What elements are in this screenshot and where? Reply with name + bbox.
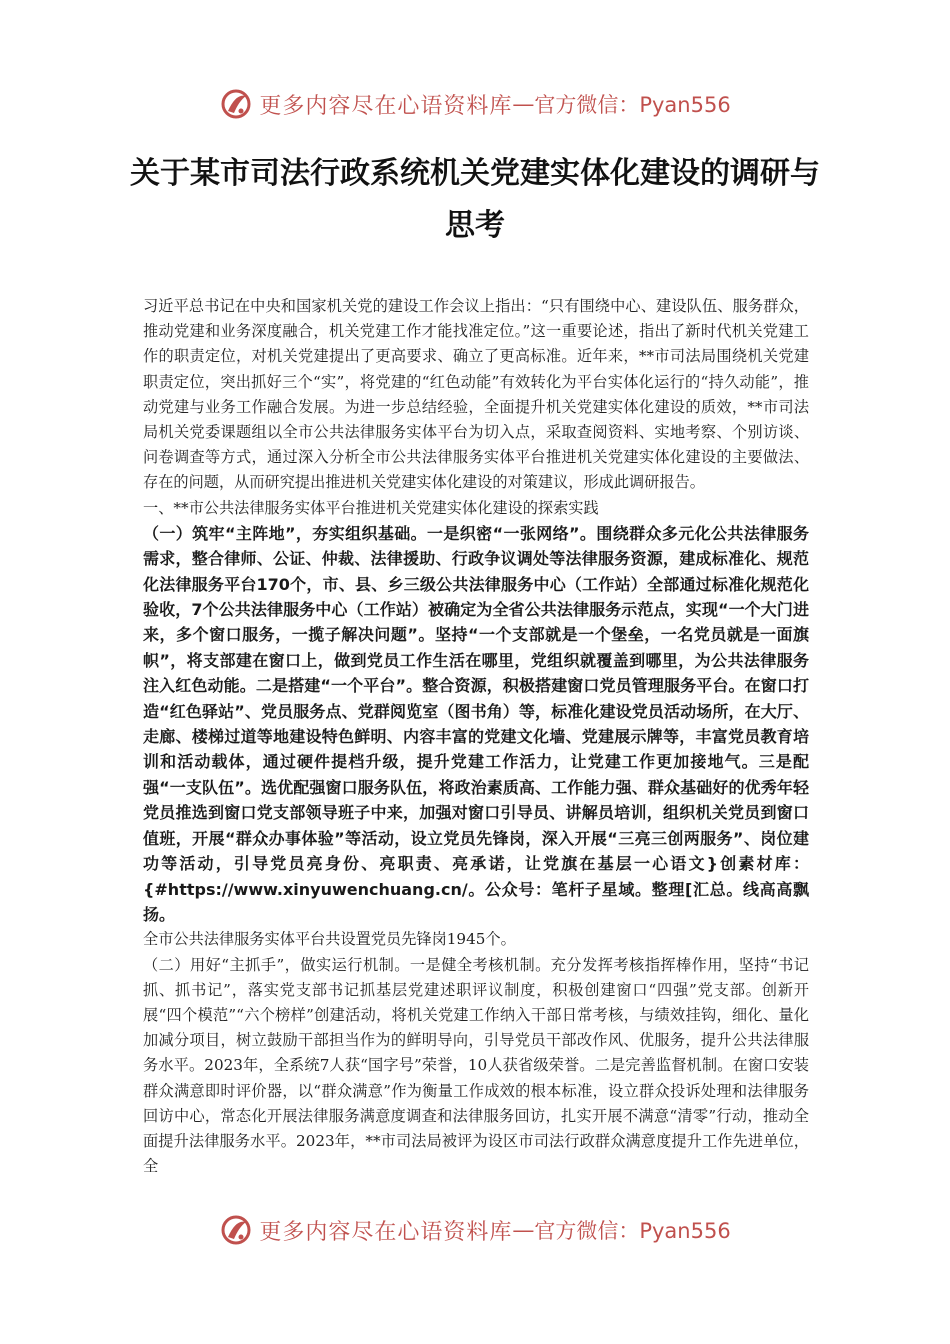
- watermark-wechat: 官方微信：Pyan556: [534, 93, 731, 117]
- part-two-paragraph: （二）用好“主抓手”，做实运行机制。一是健全考核机制。充分发挥考核指挥棒作用，坚持“书记抓、抓书记”，落实党支部书记抓基层党建述职评议制度，积极创建窗口“四强”党支部。创新开展“四个模范”“六个榜样”创建活动，将机关党建工作纳入干部日常考核，与绩效挂钩，细化、量化加减分项目，树立鼓励干部担当作为的鲜明导向，引导党员干部改作风、优服务，提升公共法律服务水平。2023年，全系统7人获“国字号”荣誉，10人获省级荣誉。二是完善监督机制。在窗口安装群众满意即时评价器，以“群众满意”作为衡量工作成效的根本标准，设立群众投诉处理和法律服务回访中心，常态化开展法律服务满意度调查和法律服务回访，扎实开展不满意“清零”行动，推动全面提升法律服务水平。2023年，**市司法局被评为设区市司法行政群众满意度提升工作先进单位，全: [143, 955, 809, 1176]
- intro-paragraph: 习近平总书记在中央和国家机关党的建设工作会议上指出：“只有围绕中心、建设队伍、服务群众，推动党建和业务深度融合，机关党建工作才能找准定位。”这一重要论述，指出了新时代机关党建工作的职责定位，对机关党建提出了更高要求、确立了更高标准。近年来，**市司法局围绕机关党建职责定位，突出抓好三个“实”，将党建的“红色动能”有效转化为平台实体化运行的“持久动能”，推动党建与业务工作融合发展。为进一步总结经验，全面提升机关党建实体化建设的质效，**市司法局机关党委课题组以全市公共法律服务实体平台为切入点，采取查阅资料、实地考察、个别访谈、问卷调查等方式，通过深入分析全市公共法律服务实体平台推进机关党建实体化建设的主要做法、存在的问题，从而研究提出推进机关党建实体化建设的对策建议，形成此调研报告。: [143, 297, 809, 492]
- watermark-header: [0, 84, 950, 124]
- section-heading: 一、**市公共法律服务实体平台推进机关党建实体化建设的探索实践: [143, 498, 599, 517]
- watermark-wechat: 官方微信：Pyan556: [534, 1219, 731, 1243]
- watermark-brand: 更多内容尽在心语资料库: [259, 1219, 513, 1245]
- part-one-paragraph: （一）筑牢“主阵地”，夯实组织基础。一是织密“一张网络”。围绕群众多元化公共法律服务需求，整合律师、公证、仲裁、法律援助、行政争议调处等法律服务资源，建成标准化、规范化法律服务平台170个，市、县、乡三级公共法律服务中心（工作站）全部通过标准化规范化验收，7个公共法律服务中心（工作站）被确定为全省公共法律服务示范点，实现“一个大门进来，多个窗口服务，一揽子解决问题”。坚持“一个支部就是一个堡垒，一名党员就是一面旗帜”，将支部建在窗口上，做到党员工作生活在哪里，党组织就覆盖到哪里，为公共法律服务注入红色动能。二是搭建“一个平台”。整合资源，积极搭建窗口党员管理服务平台。在窗口打造“红色驿站”、党员服务点、党群阅览室（图书角）等，标准化建设党员活动场所，在大厅、走廊、楼梯过道等地建设特色鲜明、内容丰富的党建文化墙、党建展示牌等，丰富党员教育培训和活动载体，通过硬件提档升级，提升党建工作活力，让党建工作更加接地气。三是配强“一支队伍”。选优配强窗口服务队伍，将政治素质高、工作能力强、群众基础好的优秀年轻党员推选到窗口党支部领导班子中来，加强对窗口引导员、讲解员培训，组织机关党员到窗口值班，开展“群众办事体验”等活动，设立党员先锋岗，深入开展“三亮三创两服务”、岗位建功等活动，引导党员亮身份、亮职责、亮承诺，让党旗在基层一心语文}创素材库：{#https://www.xinyuwenchuang.cn/。公众号：笔杆子星域。整理[汇总。线高高飘扬。: [143, 523, 809, 924]
- ink-brush-logo-icon: [219, 1213, 253, 1247]
- document-title: 关于某市司法行政系统机关党建实体化建设的调研与思考: [130, 156, 820, 243]
- document-body: [143, 294, 809, 1179]
- watermark-dash: —: [512, 1217, 535, 1243]
- watermark-brand: 更多内容尽在心语资料库: [259, 93, 513, 119]
- part-one-tail: 全市公共法律服务实体平台共设置党员先锋岗1945个。: [143, 930, 516, 949]
- watermark-dash: —: [512, 91, 535, 117]
- watermark-footer: [0, 1210, 950, 1250]
- ink-brush-logo-icon: [219, 87, 253, 121]
